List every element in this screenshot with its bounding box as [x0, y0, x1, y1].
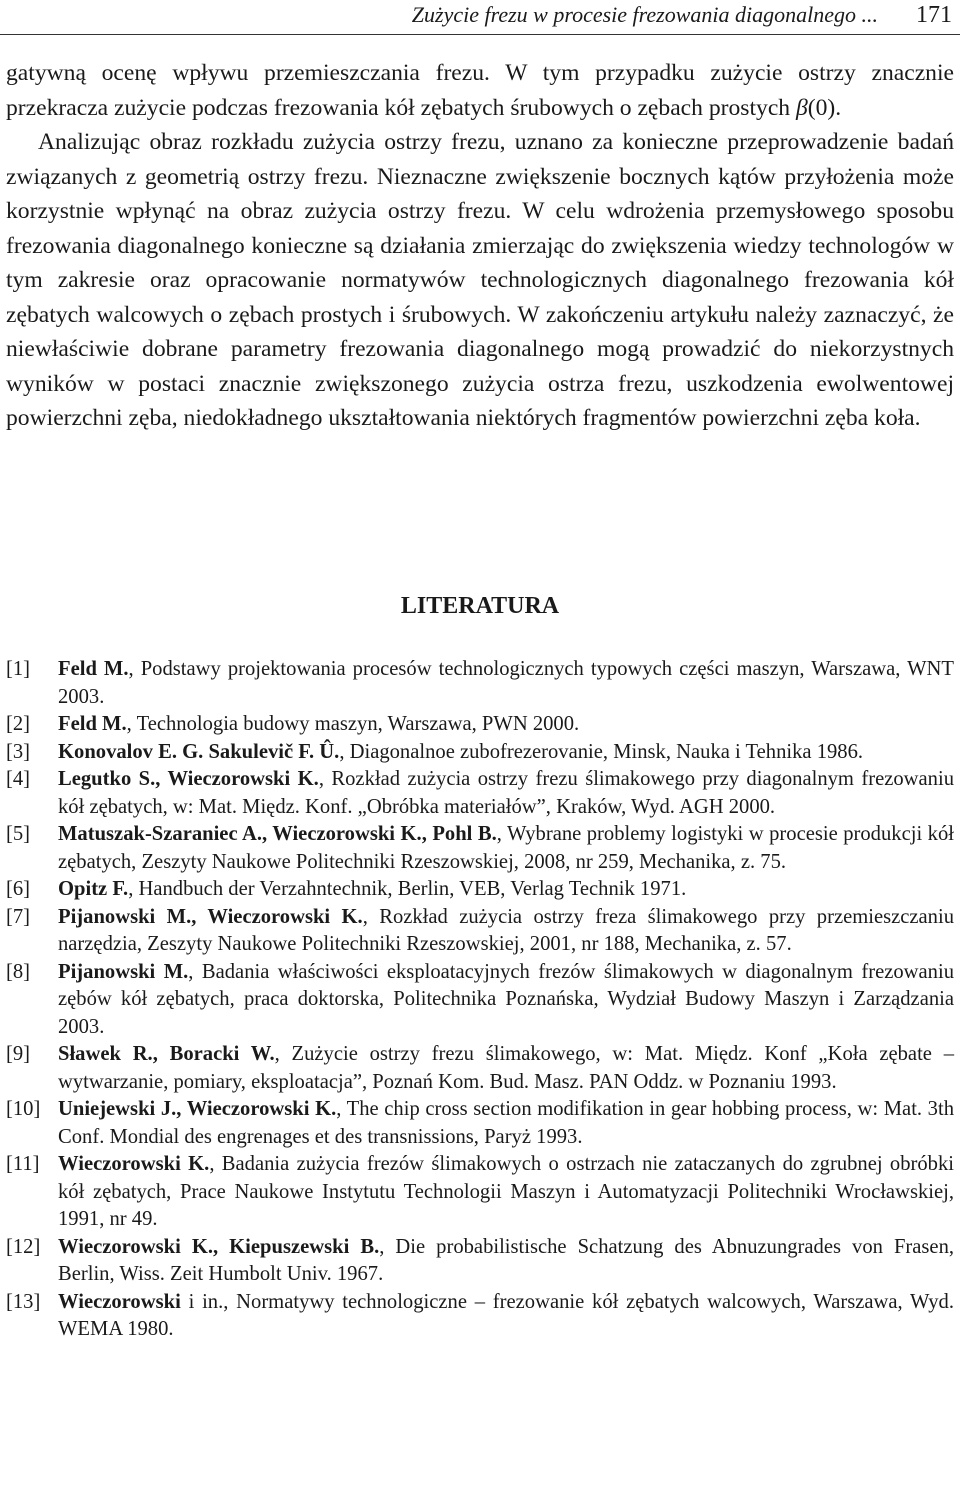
reference-text: [58, 1151, 954, 1234]
page-header: [0, 0, 960, 35]
reference-details: , The chip cross section modifikation in gear hobbing process, w: Mat. 3th Conf. Mondial des engrenages et des transnissions, Paryż 1993.: [58, 1098, 954, 1148]
paragraph-2: Analizując obraz rozkładu zużycia ostrzy frezu, uznano za konieczne przeprowadzenie badań związanych z geometrią ostrzy frezu. Nieznaczne zwiększenie bocznych kątów przyłożenia może korzystnie wpłynąć na obraz zużycia ostrzy frezu. W celu wdrożenia przemysłowego sposobu frezowania diagonalnego konieczne są działania zmierzając do zwiększenia wiedzy technologów w tym zakresie oraz opracowanie normatywów technologicznych diagonalnego frezowania kół zębatych walcowych o zębach prostych i śrubowych. W zakończeniu artykułu należy zaznaczyć, że niewłaściwie dobrane parametry frezowania diagonalnego mogą prowadzić do niekorzystnych wyników w postaci znacznie zwiększonego zużycia ostrza frezu, uszkodzenia ewolwentowej powierzchni zęba, niedokładnego ukształtowania niektórych fragmentów powierzchni zęba koła.: [6, 129, 954, 431]
reference-authors: Opitz F.: [58, 878, 129, 900]
reference-item: [6, 1234, 954, 1289]
reference-authors: Wieczorowski: [58, 1290, 181, 1313]
reference-item: [6, 1096, 954, 1151]
reference-item: [6, 766, 954, 821]
reference-number: [7]: [6, 905, 31, 928]
reference-details: , Badania zużycia frezów ślimakowych o ostrzach nie zataczanych do zgrubnej obróbki kół zębatych, Prace Naukowe Instytutu Technologii Maszyn i Automatyzacji Politechniki Wrocławskiej, 1991, nr 49.: [58, 1153, 954, 1230]
reference-details: , Diagonalnoe zubofrezerovanie, Minsk, Nauka i Tehnika 1986.: [339, 740, 864, 763]
reference-text: [58, 821, 954, 876]
reference-authors: Matuszak-Szaraniec A., Wieczorowski K., Pohl B.: [58, 823, 497, 845]
reference-item: [6, 1041, 954, 1096]
reference-item: [6, 656, 954, 711]
reference-item: [6, 739, 954, 767]
reference-number: [12]: [6, 1235, 41, 1258]
reference-authors: Uniejewski J., Wieczorowski K.: [58, 1098, 337, 1120]
paragraph-1: [6, 56, 954, 125]
reference-text: [58, 656, 954, 711]
reference-number: [6]: [6, 878, 31, 900]
reference-details: , Rozkład zużycia ostrzy freza ślimakowego przy przemieszczaniu narzędzia, Zeszyty Naukowe Politechniki Rzeszowskiej, 2001, nr 188, Mechanika, z. 57.: [58, 905, 954, 955]
reference-number: [13]: [6, 1290, 41, 1313]
reference-authors: Legutko S., Wieczorowski K.: [58, 768, 319, 790]
reference-details: , Rozkład zużycia ostrzy frezu ślimakowego przy diagonalnym frezowaniu kół zębatych, w: Mat. Międz. Konf. „Obróbka materiałów”, Kraków, Wyd. AGH 2000.: [58, 768, 954, 818]
reference-text: [58, 739, 954, 767]
reference-authors: Pijanowski M., Wieczorowski K.: [58, 905, 363, 928]
reference-item: [6, 1289, 954, 1344]
reference-item: [6, 821, 954, 876]
reference-text: [58, 1096, 954, 1151]
reference-text: [58, 711, 954, 739]
reference-number: [11]: [6, 1153, 40, 1175]
reference-details: , Zużycie ostrzy frezu ślimakowego, w: Mat. Międz. Konf „Koła zębate – wytwarzanie, pomiary, eksploatacja”, Poznań Kom. Bud. Masz. PAN Oddz. w Poznaniu 1993.: [58, 1043, 954, 1093]
reference-text: [58, 1041, 954, 1096]
section-heading-literatura: LITERATURA: [400, 593, 560, 619]
reference-text: [58, 904, 954, 959]
reference-details: i in., Normatywy technologiczne – frezowanie kół zębatych walcowych, Warszawa, Wyd. WEMA 1980.: [58, 1290, 954, 1340]
reference-details: , Technologia budowy maszyn, Warszawa, PWN 2000.: [126, 713, 580, 735]
reference-authors: Konovalov E. G. Sakulevič F. Û.: [58, 740, 340, 763]
running-title: Zużycie frezu w procesie frezowania diagonalnego ...: [411, 2, 878, 27]
reference-text: [58, 959, 954, 1042]
reference-details: , Badania właściwości eksploatacyjnych frezów ślimakowych w diagonalnym frezowaniu zębów kół zębatych, praca doktorska, Politechnika Poznańska, Wydział Budowy Maszyn i Zarządzania 2003.: [58, 960, 954, 1038]
beta-symbol: β: [796, 94, 808, 121]
reference-number: [8]: [6, 960, 31, 983]
paragraph-1-end: (0).: [807, 94, 842, 121]
page-number: 171: [916, 2, 952, 28]
reference-number: [4]: [6, 768, 31, 790]
reference-authors: Sławek R., Boracki W.: [58, 1043, 275, 1065]
reference-number: [10]: [6, 1098, 41, 1120]
reference-authors: Pijanowski M.: [58, 960, 189, 983]
reference-number: [5]: [6, 823, 31, 845]
reference-authors: Wieczorowski K.: [58, 1153, 210, 1175]
reference-text: [58, 766, 954, 821]
reference-details: , Die probabilistische Schatzung des Abnuzungrades von Frasen, Berlin, Wiss. Zeit Humbolt Univ. 1967.: [58, 1235, 955, 1285]
paragraph-1-text: gatywną ocenę wpływu przemieszczania frezu. W tym przypadku zużycie ostrzy znacznie przekracza zużycie podczas frezowania kół zębatych śrubowych o zębach prostych: [6, 60, 954, 121]
reference-details: , Wybrane problemy logistyki w procesie produkcji kół zębatych, Zeszyty Naukowe Politechniki Rzeszowskiej, 2008, nr 259, Mechanika, z. 75.: [58, 823, 954, 873]
reference-item: [6, 876, 954, 904]
reference-authors: Wieczorowski K., Kiepuszewski B.: [58, 1235, 380, 1258]
reference-item: [6, 959, 954, 1042]
reference-item: [6, 711, 954, 739]
reference-item: [6, 1151, 954, 1234]
reference-number: [2]: [6, 713, 31, 735]
reference-number: [1]: [6, 658, 31, 680]
reference-authors: Feld M.: [58, 713, 127, 735]
references-list: [6, 656, 954, 1344]
reference-details: , Podstawy projektowania procesów technologicznych typowych części maszyn, Warszawa, WNT 2003.: [58, 658, 954, 708]
reference-text: [58, 876, 954, 904]
reference-text: [58, 1289, 954, 1344]
reference-details: , Handbuch der Verzahntechnik, Berlin, VEB, Verlag Technik 1971.: [128, 878, 687, 900]
reference-item: [6, 904, 954, 959]
body-text: [6, 56, 954, 436]
reference-authors: Feld M.: [58, 658, 129, 680]
reference-number: [9]: [6, 1043, 31, 1065]
reference-number: [3]: [6, 740, 31, 763]
reference-text: [58, 1234, 954, 1289]
